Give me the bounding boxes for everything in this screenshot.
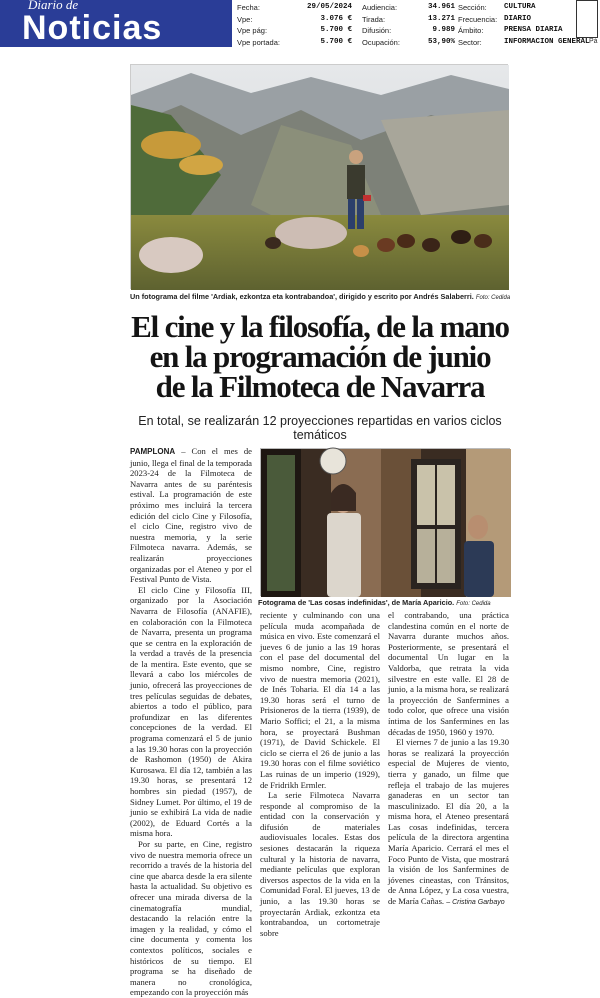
headline-line: El cine y la filosofía, de la mano — [131, 309, 509, 344]
caption-text: Fotograma de 'Las cosas indefinidas', de María Aparicio. — [258, 598, 455, 607]
meta-row — [362, 14, 455, 26]
paragraph-text: El viernes 7 de junio a las 19.30 horas se realizará la proyección especial de Mujeres de viento, tierra y ganado, un filme que refleja el trabajo de las mujeres ganaderas en un sector tan masculinizado. El día 20, a la misma hora, el Ateneo presentará Las cosas indefinidas, tercera película de la directora argentina María Aparicio. Cerrará el mes el Foco Punto de Vista, que mostrará la visión de los Sanfermines de jóvenes cineastas, con Tránsitos, de Anna López, y La cosa vuestra, de María Cañas. — [388, 737, 509, 907]
film-still-ardiak — [130, 64, 508, 289]
meta-row — [237, 37, 352, 49]
meta-row — [458, 37, 600, 49]
meta-row — [362, 2, 455, 14]
meta-value: 29/05/2024 — [307, 3, 353, 11]
body-column-1 — [130, 446, 252, 998]
meta-row — [362, 37, 455, 49]
meta-value: 34.961 — [427, 3, 455, 11]
meta-row — [237, 25, 352, 37]
meta-value: 5.700 € — [320, 37, 352, 46]
article-headline — [110, 309, 530, 404]
body-column-2 — [260, 610, 380, 938]
paragraph: El ciclo Cine y Filosofía III, organizado por la Asociación Navarra de Filosofía (ANAFIE), en colaboración con la Filmoteca de Navarra, presenta un programa que se centra en la exploración de la verdad a través de la presencia de la mentira. Este evento, que se llevará a cabo los miércoles de junio, ofrecerá las proyecciones de tres películas seguidas de debates, abiertos a todo el público, para profundizar en las diferentes concepciones de la verdad. El programa comenzará el 5 de junio a las 19.30 horas con la proyección de Rashomon (1950) de Akira Kurosawa. El día 12, también a las 19.30 horas, se presentará 12 hombres sin piedad (1957), de Sidney Lumet. Por último, el 19 de junio se exhibirá La vida de nadie (2002), de Eduard Cortés a la misma hora. — [130, 584, 252, 839]
interior-scene-image — [261, 449, 511, 597]
headline-line: de la Filmoteca de Navarra — [155, 369, 485, 404]
paragraph — [388, 737, 509, 909]
clipping-header — [0, 0, 600, 48]
meta-value: 9.989 — [432, 26, 455, 34]
logo-prefix: Diario de — [28, 0, 79, 12]
meta-label: Sección: — [458, 3, 487, 12]
paragraph: el contrabando, una práctica clandestina común en el norte de Navarra durante muchos años. Posteriormente, se presentará el documental Un lugar en la Valdorba, que retrata la vida silvestre en este valle. El 28 de junio, a la misma hora, se realizará la proyección de Sanfermines a todo color, que ofrece una visión íntima de los Sanfermines en las décadas de 1950, 1960 y 1970. — [388, 610, 509, 737]
meta-label: Ocupación: — [362, 37, 400, 47]
mountain-landscape-image — [131, 65, 509, 290]
paragraph: Por su parte, en Cine, registro vivo de nuestra memoria ofrece un recorrido a través de la historia del cine que abarca desde la era silente hasta la actualidad. Su objetivo es ofrecer una mirada diversa de la cinematografía mundial, destacando la relación entre la imagen y la realidad, y cómo el cine documenta y comenta los contextos políticos, sociales e históricos de su tiempo. El programa se ha diseñado de manera no cronológica, empezando con la proyección más — [130, 838, 252, 998]
newspaper-logo — [0, 0, 232, 47]
meta-label: Vpe pág: — [237, 26, 268, 35]
caption-text: Un fotograma del filme 'Ardiak, ezkontza eta kontrabandoa', dirigido y escrito por Andrés Salaberri. — [130, 292, 474, 301]
dateline: PAMPLONA — [130, 447, 176, 456]
meta-row — [237, 2, 352, 14]
page-thumbnail[interactable] — [576, 0, 598, 38]
meta-value: DIARIO — [504, 14, 532, 23]
film-still-las-cosas-indefinidas — [260, 448, 510, 596]
photo-caption-top — [130, 292, 530, 301]
meta-row — [362, 25, 455, 37]
author-signature: – Cristina Garbayo — [446, 899, 505, 907]
page-label: Pá — [589, 38, 598, 45]
meta-value: CULTURA — [504, 3, 536, 11]
meta-column-dates — [237, 2, 352, 48]
photo-credit: Foto: Cedida — [475, 295, 511, 301]
body-column-3 — [388, 610, 509, 909]
article-subhead: En total, se realizarán 12 proyecciones repartidas en varios ciclos temáticos — [138, 414, 502, 442]
meta-label: Vpe: — [237, 14, 253, 24]
meta-label: Ámbito: — [458, 26, 484, 35]
meta-label: Frecuencia: — [458, 14, 498, 24]
meta-value: PRENSA DIARIA — [504, 26, 563, 34]
paragraph — [130, 446, 252, 585]
meta-column-audience — [362, 2, 455, 48]
author-name: Cristina Garbayo — [452, 899, 505, 907]
meta-value: 3.076 € — [320, 14, 352, 23]
photo-caption-bottom — [258, 598, 518, 607]
meta-label: Vpe portada: — [237, 37, 280, 47]
meta-label: Sector: — [458, 37, 482, 47]
meta-value: 5.700 € — [320, 26, 352, 34]
headline-line: en la programación de junio — [149, 339, 491, 374]
paragraph: reciente y culminando con una película muda acompañada de música en vivo. Este comenzará el jueves 6 de junio a las 19 horas con el pase del documental del mismo nombre, Cine, registro vivo de nuestra memoria (2021), de Inés Toharia. El día 14 a las 19.30 horas será el turno de Prisioneros de la tierra (1939), de Mario Soffici; el 21, a la misma hora, se proyectará Bushman (1971), de David Schickele. El ciclo se cierra el 26 de junio a las 19.30 horas con el filme soviético Las ruinas de un imperio (1929), de Fridrikh Ermler. — [260, 610, 380, 790]
logo-title: Noticias — [22, 9, 163, 47]
meta-label: Difusión: — [362, 26, 392, 35]
meta-label: Tirada: — [362, 14, 386, 24]
paragraph-text: – Con el mes de junio, llega el final de la temporada 2023-24 de la Filmoteca de Navarra antes de su paréntesis estival. La programación de este próximo mes incluirá la tercera edición del ciclo Cine y Filosofía, el ciclo Cine, registro vivo de nuestra memoria, y la serie Filmoteca navarra. Además, se realizarán proyecciones organizadas por el Ateneo y por el Festival Punto de Vista. — [130, 446, 253, 585]
paragraph: La serie Filmoteca Navarra responde al compromiso de la entidad con la conservación y difusión de materiales audiovisuales locales. Estas dos sesiones destacarán la riqueza cultural y la historia de navarra, mediante películas que exploran diversos aspectos de la vida en la Comunidad Foral. El jueves, 13 de junio, a las 19.30 horas se proyectarán Ardiak, ezkontza eta kontrabandoa, un cortometraje sobre — [260, 790, 380, 938]
photo-credit: Foto: Cedida — [456, 601, 491, 607]
meta-label: Audiencia: — [362, 3, 398, 12]
meta-value: 13.271 — [427, 14, 455, 23]
meta-label: Fecha: — [237, 3, 260, 12]
meta-row — [237, 14, 352, 26]
meta-value: 53,90% — [427, 37, 455, 46]
meta-value: INFORMACION GENERAL — [504, 37, 590, 46]
